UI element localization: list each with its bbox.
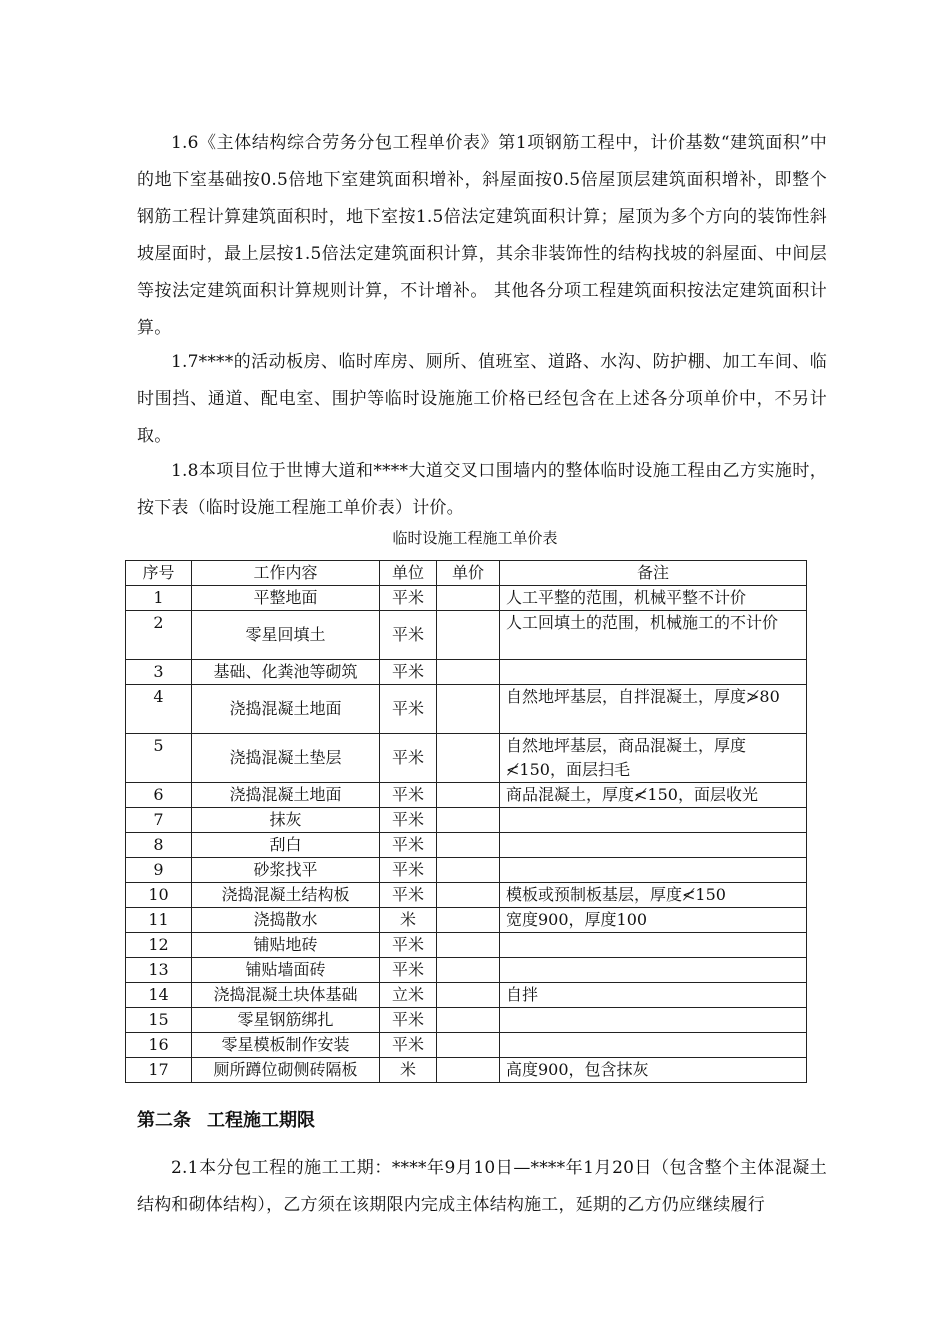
cell-unit: 平米 — [380, 1033, 437, 1058]
cell-note — [500, 808, 807, 833]
table-row — [126, 734, 807, 783]
cell-price — [437, 983, 500, 1008]
cell-no: 2 — [126, 611, 192, 660]
cell-unit: 米 — [380, 908, 437, 933]
table-row — [126, 858, 807, 883]
cell-note: 人工回填土的范围，机械施工的不计价 — [500, 611, 807, 660]
table-row — [126, 933, 807, 958]
header-item: 工作内容 — [192, 561, 380, 586]
cell-no: 3 — [126, 660, 192, 685]
cell-no: 14 — [126, 983, 192, 1008]
cell-note — [500, 1033, 807, 1058]
cell-unit: 平米 — [380, 883, 437, 908]
cell-price — [437, 611, 500, 660]
cell-item: 零星回填土 — [192, 611, 380, 660]
cell-note: 模板或预制板基层，厚度≮150 — [500, 883, 807, 908]
cell-note: 自然地坪基层，商品混凝土，厚度≮150，面层扫毛 — [500, 734, 807, 783]
cell-unit: 平米 — [380, 858, 437, 883]
paragraph-1-7: 1.7****的活动板房、临时库房、厕所、值班室、道路、水沟、防护棚、加工车间、临时围挡、通道、配电室、围护等临时设施施工价格已经包含在上述各分项单价中，不另计取。 — [137, 352, 827, 446]
cell-no: 16 — [126, 1033, 192, 1058]
table-row — [126, 783, 807, 808]
cell-price — [437, 958, 500, 983]
cell-note — [500, 1008, 807, 1033]
cell-price — [437, 833, 500, 858]
cell-note — [500, 958, 807, 983]
cell-note — [500, 858, 807, 883]
cell-no: 1 — [126, 586, 192, 611]
cell-price — [437, 908, 500, 933]
table-row — [126, 586, 807, 611]
cell-no: 15 — [126, 1008, 192, 1033]
table-row — [126, 1058, 807, 1083]
cell-unit: 平米 — [380, 611, 437, 660]
table-row — [126, 611, 807, 660]
cell-price — [437, 808, 500, 833]
header-no: 序号 — [126, 561, 192, 586]
cell-price — [437, 858, 500, 883]
cell-item: 铺贴地砖 — [192, 933, 380, 958]
header-price: 单价 — [437, 561, 500, 586]
cell-item: 零星钢筋绑扎 — [192, 1008, 380, 1033]
cell-unit: 平米 — [380, 660, 437, 685]
cell-item: 浇捣混凝土地面 — [192, 685, 380, 734]
table-row — [126, 958, 807, 983]
cell-no: 11 — [126, 908, 192, 933]
table-row — [126, 983, 807, 1008]
table-row — [126, 685, 807, 734]
table-row — [126, 808, 807, 833]
cell-note: 自然地坪基层，自拌混凝土，厚度≯80 — [500, 685, 807, 734]
cell-no: 10 — [126, 883, 192, 908]
paragraph-1-6: 1.6《主体结构综合劳务分包工程单价表》第1项钢筋工程中，计价基数“建筑面积”中的地下室基础按0.5倍地下室建筑面积增补，斜屋面按0.5倍屋顶层建筑面积增补，即整个钢筋工程计算建筑面积时，地下室按1.5倍法定建筑面积计算；屋顶为多个方向的装饰性斜坡屋面时，最上层按1.5倍法定建筑面积计算，其余非装饰性的结构找坡的斜屋面、中间层等按法定建筑面积计算规则计算，不计增补。 其他各分项工程建筑面积按法定建筑面积计算。 — [137, 133, 827, 338]
table-row — [126, 1008, 807, 1033]
cell-no: 8 — [126, 833, 192, 858]
cell-no: 12 — [126, 933, 192, 958]
paragraph-1-8: 1.8本项目位于世博大道和****大道交叉口围墙内的整体临时设施工程由乙方实施时，按下表（临时设施工程施工单价表）计价。 — [137, 461, 827, 518]
cell-note: 宽度900，厚度100 — [500, 908, 807, 933]
table-row — [126, 833, 807, 858]
cell-note — [500, 933, 807, 958]
cell-unit: 平米 — [380, 833, 437, 858]
header-unit: 单位 — [380, 561, 437, 586]
cell-item: 浇捣混凝土垫层 — [192, 734, 380, 783]
cell-unit: 平米 — [380, 808, 437, 833]
cell-price — [437, 660, 500, 685]
cell-no: 17 — [126, 1058, 192, 1083]
paragraph-2-1: 2.1本分包工程的施工工期：****年9月10日—****年1月20日（包含整个主体混凝土结构和砌体结构），乙方须在该期限内完成主体结构施工，延期的乙方仍应继续履行 — [137, 1158, 827, 1215]
cell-item: 浇捣混凝土块体基础 — [192, 983, 380, 1008]
cell-price — [437, 933, 500, 958]
cell-note: 高度900，包含抹灰 — [500, 1058, 807, 1083]
cell-no: 4 — [126, 685, 192, 734]
cell-no: 13 — [126, 958, 192, 983]
table-row — [126, 908, 807, 933]
table-caption: 临时设施工程施工单价表 — [392, 529, 558, 547]
table-header-row — [126, 561, 807, 586]
cell-unit: 米 — [380, 1058, 437, 1083]
cell-item: 零星模板制作安装 — [192, 1033, 380, 1058]
cell-item: 砂浆找平 — [192, 858, 380, 883]
cell-note: 商品混凝土，厚度≮150，面层收光 — [500, 783, 807, 808]
cell-item: 浇捣散水 — [192, 908, 380, 933]
cell-price — [437, 1033, 500, 1058]
cell-note — [500, 660, 807, 685]
cell-no: 6 — [126, 783, 192, 808]
cell-no: 5 — [126, 734, 192, 783]
cell-note — [500, 833, 807, 858]
cell-item: 抹灰 — [192, 808, 380, 833]
cell-unit: 平米 — [380, 1008, 437, 1033]
section-number: 第二条 — [137, 1110, 191, 1131]
cell-unit: 立米 — [380, 983, 437, 1008]
cell-price — [437, 1058, 500, 1083]
section-title: 工程施工期限 — [207, 1110, 315, 1131]
cell-price — [437, 734, 500, 783]
cell-item: 平整地面 — [192, 586, 380, 611]
table-row — [126, 1033, 807, 1058]
cell-unit: 平米 — [380, 783, 437, 808]
cell-item: 刮白 — [192, 833, 380, 858]
cell-note: 自拌 — [500, 983, 807, 1008]
cell-item: 厕所蹲位砌侧砖隔板 — [192, 1058, 380, 1083]
cell-unit: 平米 — [380, 586, 437, 611]
cell-item: 浇捣混凝土地面 — [192, 783, 380, 808]
cell-item: 浇捣混凝土结构板 — [192, 883, 380, 908]
cell-unit: 平米 — [380, 958, 437, 983]
cell-price — [437, 883, 500, 908]
cell-unit: 平米 — [380, 933, 437, 958]
cell-price — [437, 685, 500, 734]
cell-note: 人工平整的范围，机械平整不计价 — [500, 586, 807, 611]
header-note: 备注 — [500, 561, 807, 586]
table-row — [126, 660, 807, 685]
price-table — [125, 560, 807, 1083]
cell-price — [437, 586, 500, 611]
cell-price — [437, 1008, 500, 1033]
cell-item: 基础、化粪池等砌筑 — [192, 660, 380, 685]
cell-unit: 平米 — [380, 685, 437, 734]
cell-no: 7 — [126, 808, 192, 833]
cell-price — [437, 783, 500, 808]
cell-unit: 平米 — [380, 734, 437, 783]
cell-no: 9 — [126, 858, 192, 883]
table-row — [126, 883, 807, 908]
section-heading — [137, 1107, 315, 1135]
cell-item: 铺贴墙面砖 — [192, 958, 380, 983]
